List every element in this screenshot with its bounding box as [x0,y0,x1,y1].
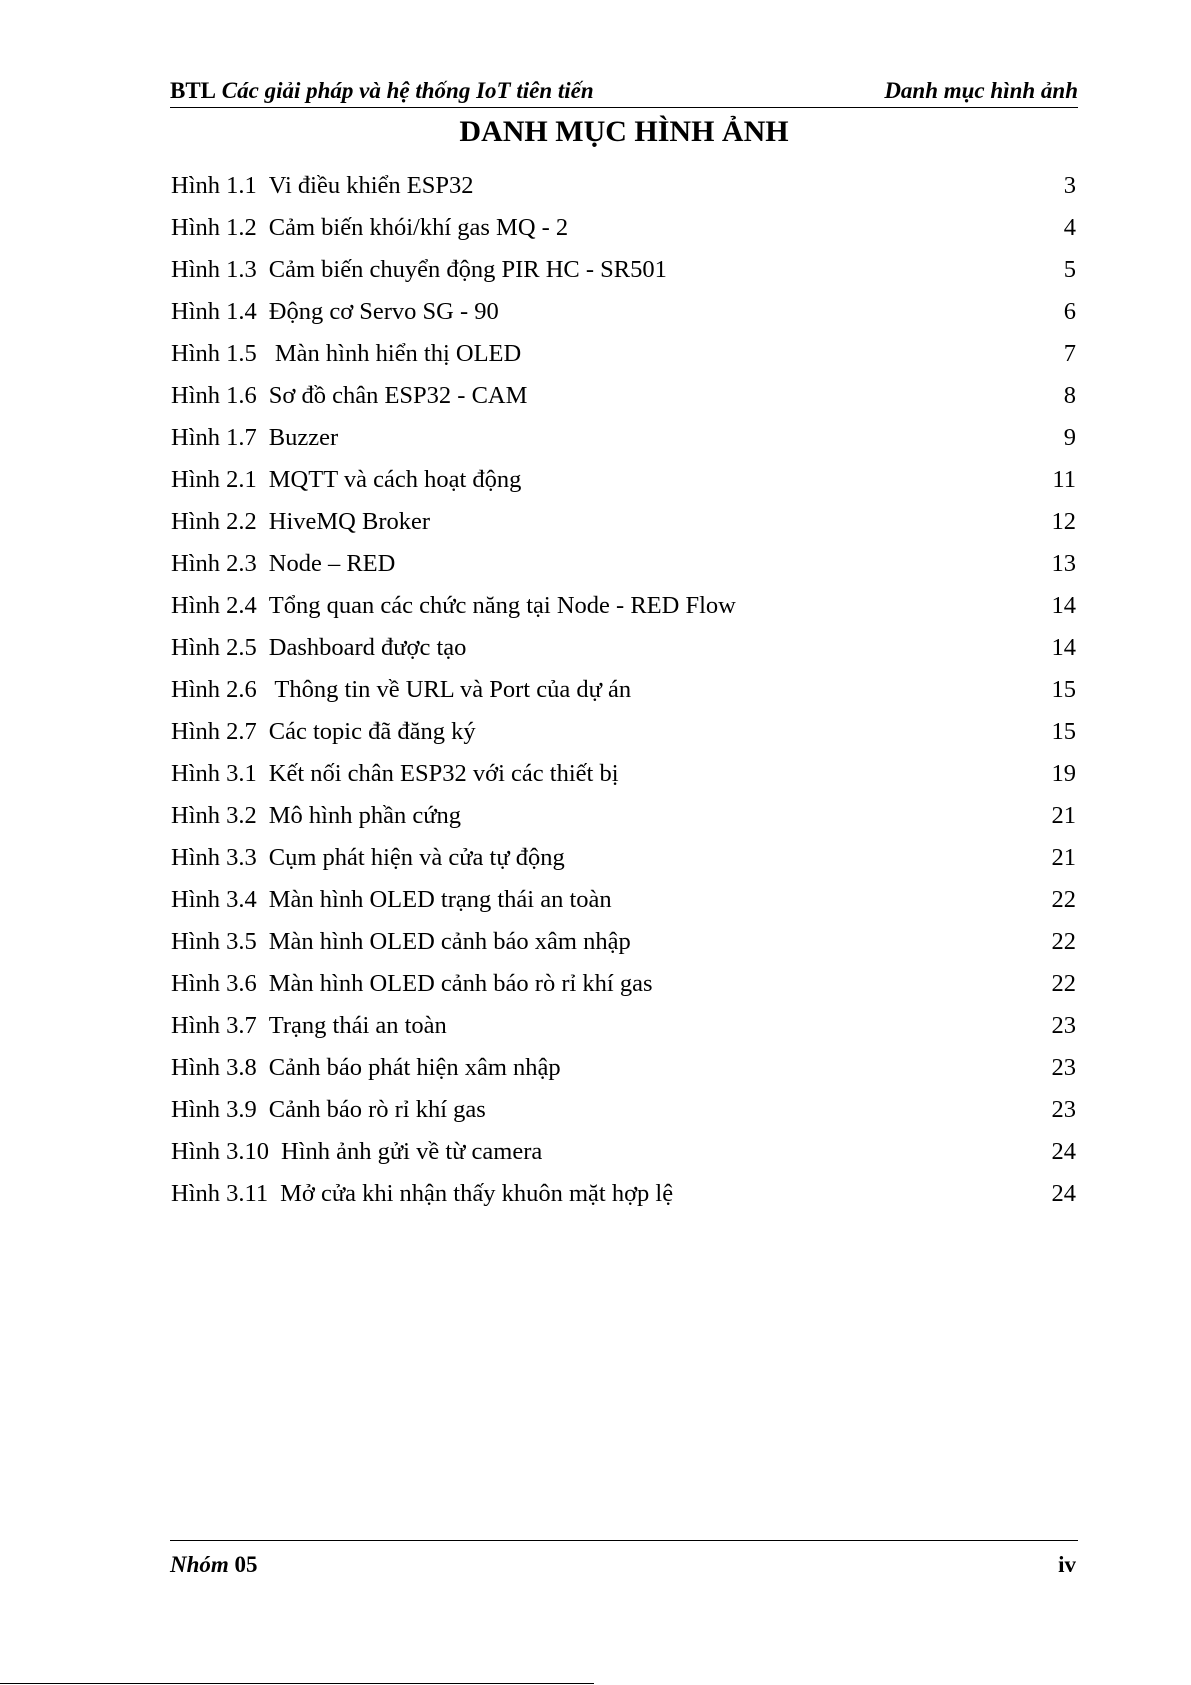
figure-page-number: 21 [1051,802,1076,829]
figure-label: Hình 2.3 [171,550,257,577]
figure-caption: MQTT và cách hoạt động [268,466,522,493]
figure-label: Hình 3.1 [171,760,257,787]
figure-list-item[interactable] [171,501,1078,543]
figure-page-number: 13 [1051,550,1076,577]
figure-list-item[interactable] [171,1173,1078,1215]
figure-caption: Màn hình OLED cảnh báo rò rỉ khí gas [268,970,653,997]
figure-list-item[interactable] [171,1047,1078,1089]
figure-label: Hình 3.2 [171,802,257,829]
figure-page-number: 6 [1063,298,1076,325]
figure-list-item[interactable] [171,543,1078,585]
figure-list-item[interactable] [171,333,1078,375]
figure-caption: Các topic đã đăng ký [268,718,476,745]
figure-page-number: 23 [1051,1012,1076,1039]
figure-page-number: 22 [1051,928,1076,955]
figure-label: Hình 3.10 [171,1138,269,1165]
figure-list-item[interactable] [171,627,1078,669]
figure-label: Hình 3.8 [171,1054,257,1081]
figure-list-item[interactable] [171,879,1078,921]
header-course-name: Các giải pháp và hệ thống IoT tiên tiến [221,78,594,103]
figure-label: Hình 2.5 [171,634,257,661]
figure-caption: Dashboard được tạo [268,634,467,661]
figure-label: Hình 3.3 [171,844,257,871]
figure-list-item[interactable] [171,375,1078,417]
figure-caption: Màn hình OLED trạng thái an toàn [268,886,612,913]
figure-caption: Cảnh báo phát hiện xâm nhập [268,1054,561,1081]
figure-page-number: 9 [1063,424,1076,451]
figure-list-item[interactable] [171,459,1078,501]
figure-list-item[interactable] [171,795,1078,837]
footer-group-label: Nhóm [170,1552,229,1577]
figure-caption: Vi điều khiển ESP32 [268,172,474,199]
figure-label: Hình 3.4 [171,886,257,913]
figure-page-number: 21 [1051,844,1076,871]
header-section-name: Danh mục hình ảnh [884,78,1078,103]
figure-label: Hình 2.7 [171,718,257,745]
page-header [170,74,1078,108]
figure-list-item[interactable] [171,963,1078,1005]
figure-caption: Trạng thái an toàn [268,1012,447,1039]
header-course-title [170,74,594,108]
figure-caption: Cảm biến khói/khí gas MQ - 2 [268,214,569,241]
figure-list-item[interactable] [171,669,1078,711]
footer-group [170,1545,258,1585]
figure-page-number: 5 [1063,256,1076,283]
figure-caption: Mở cửa khi nhận thấy khuôn mặt hợp lệ [280,1180,674,1207]
figure-list-item[interactable] [171,1005,1078,1047]
figure-label: Hình 1.4 [171,298,257,325]
figure-caption: Buzzer [268,424,339,451]
figure-label: Hình 3.9 [171,1096,257,1123]
figure-caption: Động cơ Servo SG - 90 [268,298,499,325]
figure-page-number: 14 [1051,634,1076,661]
figure-caption: Cảnh báo rò rỉ khí gas [268,1096,486,1123]
figure-caption: Màn hình OLED cảnh báo xâm nhập [268,928,631,955]
figure-list-item[interactable] [171,249,1078,291]
figure-list-item[interactable] [171,753,1078,795]
figure-caption: Thông tin về URL và Port của dự án [268,676,632,703]
figure-label: Hình 2.4 [171,592,257,619]
bottom-divider [0,1683,594,1684]
figure-list-item[interactable] [171,711,1078,753]
figure-page-number: 11 [1052,466,1076,493]
figure-list-item[interactable] [171,837,1078,879]
figure-label: Hình 1.3 [171,256,257,283]
figure-caption: Node – RED [268,550,396,577]
figure-list-item[interactable] [171,291,1078,333]
figure-caption: Kết nối chân ESP32 với các thiết bị [268,760,619,787]
figure-label: Hình 2.2 [171,508,257,535]
figure-caption: Mô hình phần cứng [268,802,461,829]
figure-caption: HiveMQ Broker [268,508,431,535]
figure-caption: Cảm biến chuyển động PIR HC - SR501 [268,256,667,283]
figure-label: Hình 2.6 [171,676,257,703]
figure-page-number: 14 [1051,592,1076,619]
figure-label: Hình 1.2 [171,214,257,241]
figure-page-number: 15 [1051,718,1076,745]
figure-list-item[interactable] [171,1089,1078,1131]
figure-label: Hình 1.6 [171,382,257,409]
figure-page-number: 24 [1051,1138,1076,1165]
page-footer [170,1540,1078,1583]
page-title: DANH MỤC HÌNH ẢNH [459,115,789,148]
figure-caption: Sơ đồ chân ESP32 - CAM [268,382,528,409]
figure-page-number: 24 [1051,1180,1076,1207]
figure-page-number: 23 [1051,1054,1076,1081]
figure-list [171,165,1078,1215]
figure-label: Hình 3.6 [171,970,257,997]
figure-caption: Hình ảnh gửi về từ camera [281,1138,543,1165]
figure-list-item[interactable] [171,165,1078,207]
figure-page-number: 3 [1063,172,1076,199]
figure-label: Hình 2.1 [171,466,257,493]
figure-page-number: 23 [1051,1096,1076,1123]
header-course-prefix: BTL [170,78,217,103]
figure-page-number: 12 [1051,508,1076,535]
figure-page-number: 7 [1063,340,1076,367]
figure-label: Hình 3.5 [171,928,257,955]
figure-page-number: 4 [1063,214,1076,241]
footer-group-number: 05 [234,1552,258,1577]
figure-list-item[interactable] [171,585,1078,627]
figure-list-item[interactable] [171,921,1078,963]
figure-page-number: 19 [1051,760,1076,787]
figure-page-number: 22 [1051,886,1076,913]
figure-label: Hình 3.11 [171,1180,269,1207]
figure-page-number: 22 [1051,970,1076,997]
figure-label: Hình 1.7 [171,424,257,451]
footer-page-number: iv [1058,1552,1076,1577]
figure-caption: Màn hình hiển thị OLED [268,340,522,367]
figure-label: Hình 3.7 [171,1012,257,1039]
figure-caption: Cụm phát hiện và cửa tự động [268,844,565,871]
figure-list-item[interactable] [171,207,1078,249]
figure-page-number: 8 [1063,382,1076,409]
figure-list-item[interactable] [171,1131,1078,1173]
figure-page-number: 15 [1051,676,1076,703]
figure-caption: Tổng quan các chức năng tại Node - RED Flow [268,592,736,619]
figure-label: Hình 1.5 [171,340,257,367]
figure-label: Hình 1.1 [171,172,257,199]
figure-list-item[interactable] [171,417,1078,459]
